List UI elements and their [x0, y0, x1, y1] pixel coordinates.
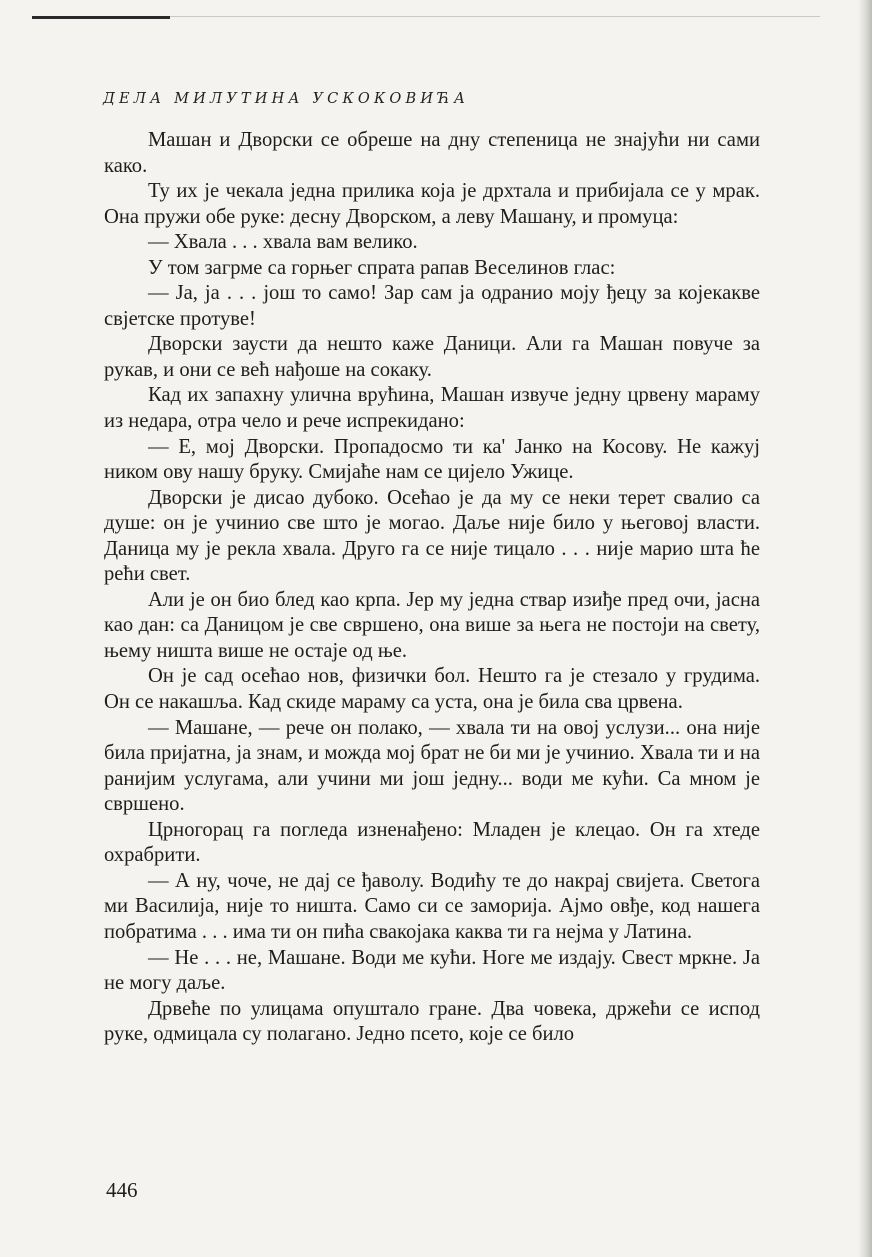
running-head: ДЕЛА МИЛУТИНА УСКОКОВИЋА — [103, 91, 470, 107]
paragraph: Дворски заусти да нешто каже Даници. Али га Машан повуче за рукав, и они се већ нађоше на сокаку. — [104, 333, 760, 381]
body-text — [104, 128, 760, 1048]
paragraph: Дрвеће по улицама опуштало гране. Два човека, држећи се испод руке, одмицала су полагано. Једно псето, које се било — [104, 997, 760, 1046]
top-rule — [32, 16, 170, 19]
paragraph: Машан и Дворски се обреше на дну степеница не знајући ни сами како. — [104, 129, 760, 177]
paragraph: — Е, мој Дворски. Пропадосмо ти ка' Јанко на Косову. Не кажуј ником ову нашу бруку. Смијаће нам се цијело Ужице. — [104, 435, 760, 484]
paragraph: Кад их запахну улична врућина, Машан извуче једну црвену мараму из недара, отра чело и рече испрекидано: — [104, 384, 760, 433]
paragraph: Он је сад осећао нов, физички бол. Нешто га је стезало у грудима. Он се накашља. Кад скиде мараму са уста, она је била сва црвена. — [104, 665, 760, 714]
paragraph: Али је он био блед као крпа. Јер му једна ствар изиђе пред очи, јасна као дан: са Даницом је све свршено, она више за њега не постоји на свету, њему ништа више не остаје од ње. — [104, 588, 760, 662]
paragraph: — Ја, ја . . . још то само! Зар сам ја одранио моју ђецу за којекакве свјетске протуве! — [104, 282, 760, 330]
paragraph: — А ну, чоче, не дај се ђаволу. Водићу те до накрај свијета. Светога ми Василија, није то ништа. Само си се заморија. Ајмо овђе, код нашега побратима . . . има ти он пића свакојака каква ти га нејма у Латина. — [104, 869, 760, 943]
paragraph: — Не . . . не, Машане. Води ме кући. Ноге ме издају. Свест мркне. Ја не могу даље. — [104, 946, 760, 995]
paragraph: — Машане, — рече он полако, — хвала ти на овој услузи... она није била пријатна, ја знам, и можда мој брат не би ми је учинио. Хвала ти и на ранијим услугама, али учини ми још једну... води ме кући. Са мном је свршено. — [104, 716, 760, 816]
paragraph: Црногорац га погледа изненађено: Младен је клецао. Он га хтеде охрабрити. — [104, 818, 760, 867]
paragraph: Ту их је чекала једна прилика која је дрхтала и прибијала се у мрак. Она пружи обе руке: десну Дворском, а леву Машану, и промуца: — [104, 180, 760, 228]
paragraph: Дворски је дисао дубоко. Осећао је да му се неки терет свалио са душе: он је учинио све што је могао. Даље није било у његовој власти. Даница му је рекла хвала. Друго га се није тицало . . . није марио шта ће рећи свет. — [104, 486, 760, 586]
paragraph: У том загрме са горњег спрата рапав Веселинов глас: — [148, 256, 616, 279]
top-rule-shadow — [170, 16, 820, 17]
paragraph: — Хвала . . . хвала вам велико. — [148, 231, 418, 254]
page-number: 446 — [106, 1178, 138, 1202]
page-edge-shadow — [858, 0, 872, 1257]
